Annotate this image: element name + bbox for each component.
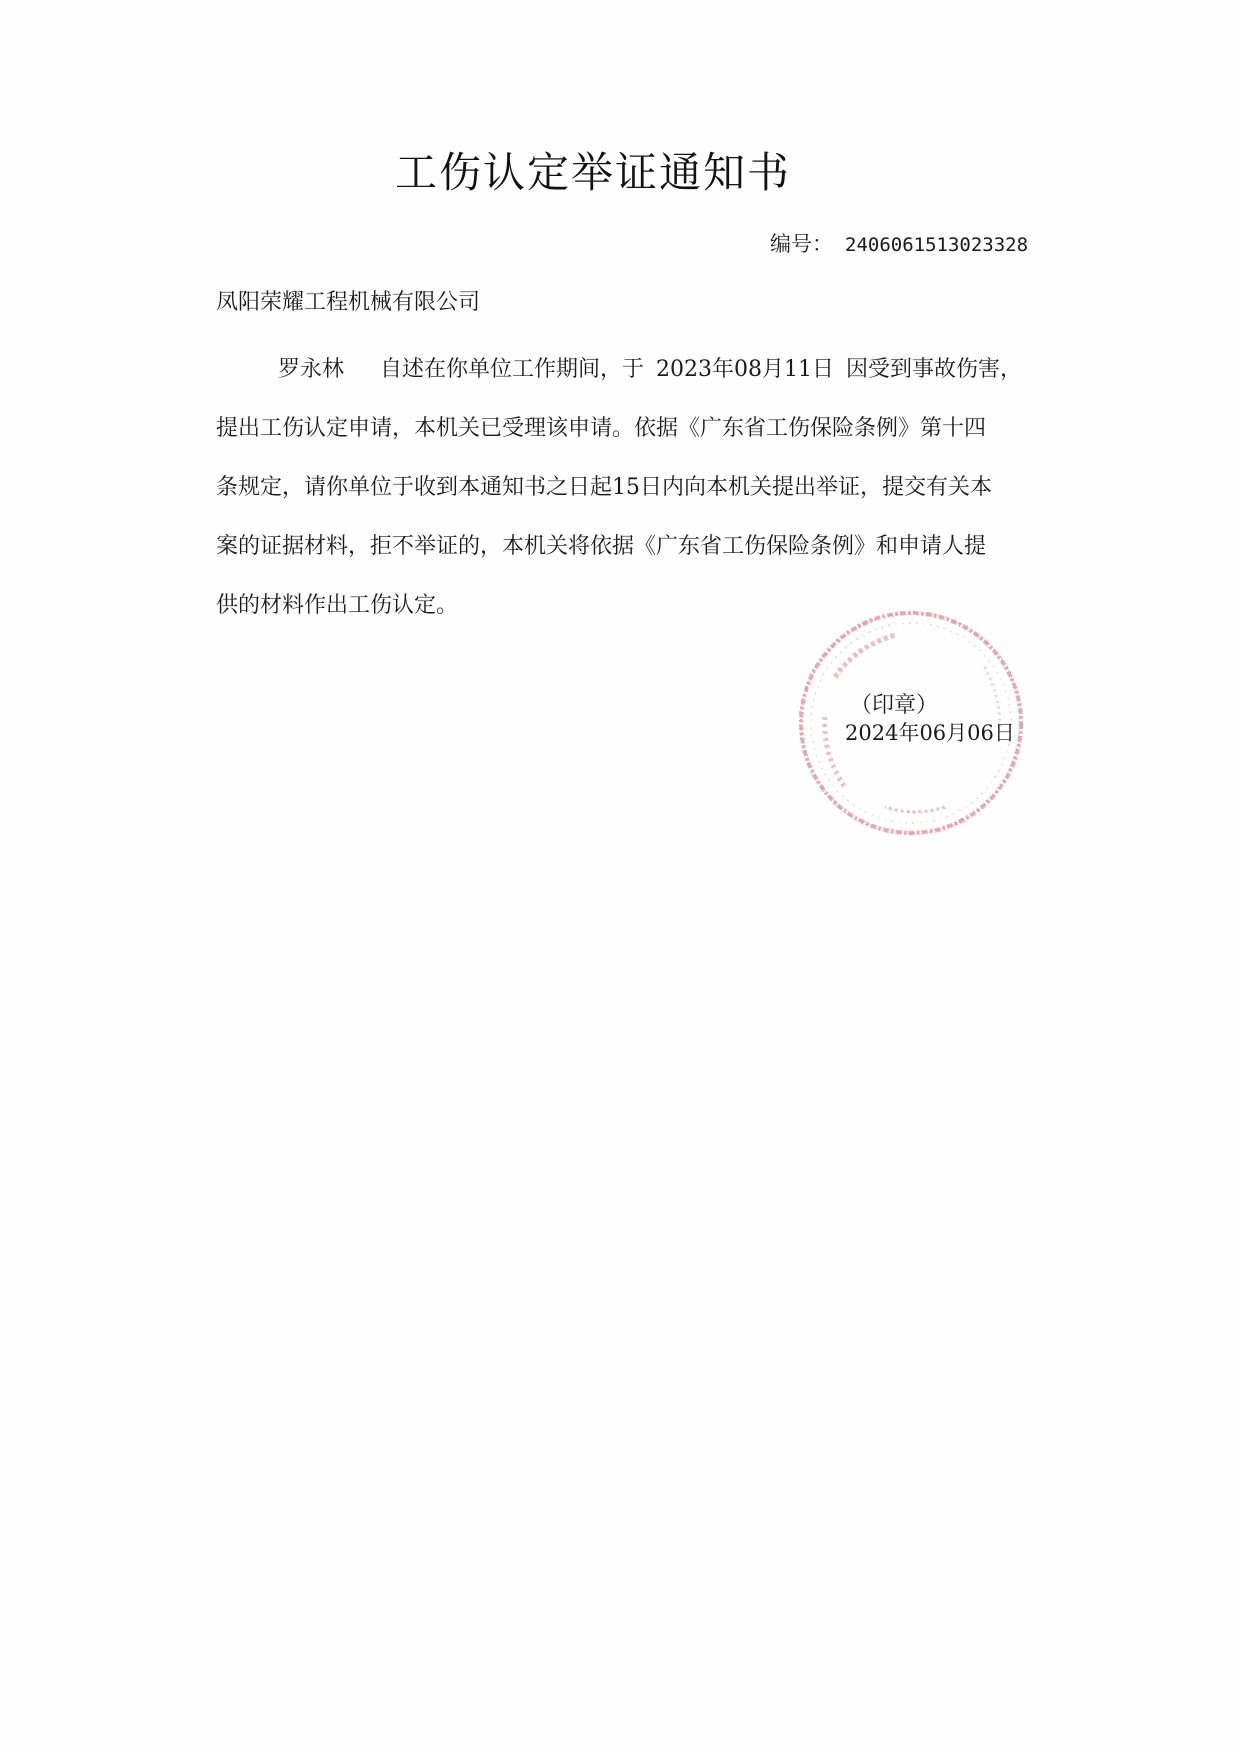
body-line-4: 案的证据材料，拒不举证的，本机关将依据《广东省工伤保险条例》和申请人提 <box>216 534 987 559</box>
addressee: 凤阳荣耀工程机械有限公司 <box>216 290 481 315</box>
document-number-label: 编号： <box>770 232 833 256</box>
document-title: 工伤认定举证通知书 <box>395 148 792 197</box>
notice-body <box>216 340 1026 635</box>
applicant-name: 罗永林 <box>278 357 345 382</box>
document-number <box>770 228 1028 258</box>
body-line-3: 条规定，请你单位于收到本通知书之日起15日内向本机关提出举证，提交有关本 <box>216 475 992 500</box>
body-line-5: 供的材料作出工伤认定。 <box>216 593 459 618</box>
accident-date: 2023年08月11日 <box>656 357 835 382</box>
issue-date: 2024年06月06日 <box>845 721 1015 745</box>
document-number-value: 2406061513023328 <box>845 234 1029 256</box>
body-line-1: 罗永林 自述在你单位工作期间，于 2023年08月11日 因受到事故伤害， <box>278 357 1023 382</box>
seal-label: （印章） <box>850 693 939 718</box>
body-line-2: 提出工伤认定申请，本机关已受理该申请。依据《广东省工伤保险条例》第十四 <box>216 416 987 441</box>
